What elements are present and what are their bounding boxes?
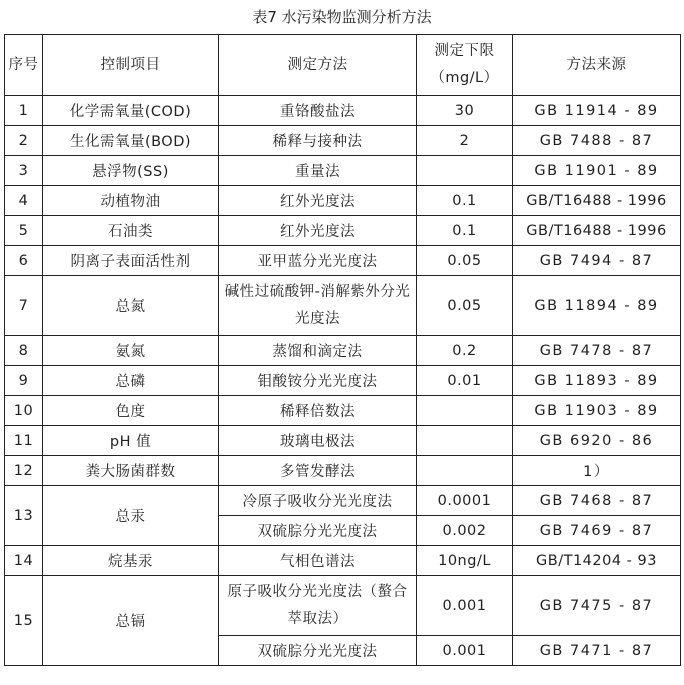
cell-item: pH 值 (43, 426, 219, 456)
cell-method: 重铬酸盐法 (219, 96, 417, 126)
cell-item: 悬浮物(SS) (43, 156, 219, 186)
table-row (5, 336, 681, 366)
cell-method: 钼酸铵分光光度法 (219, 366, 417, 396)
cell-item: 总氮 (43, 276, 219, 336)
header-limit-line1: 测定下限 (434, 43, 495, 59)
header-source: 方法来源 (513, 35, 681, 96)
cell-limit: 0.0001 (417, 486, 513, 516)
cell-source: GB 7478 - 87 (513, 336, 681, 366)
cell-item: 总磷 (43, 366, 219, 396)
cell-limit (417, 456, 513, 486)
table-row (5, 96, 681, 126)
cell-limit (417, 156, 513, 186)
cell-method: 稀释倍数法 (219, 396, 417, 426)
cell-no: 6 (5, 246, 43, 276)
cell-no: 8 (5, 336, 43, 366)
header-no: 序号 (5, 35, 43, 96)
cell-limit: 10ng/L (417, 546, 513, 576)
cell-limit: 0.2 (417, 336, 513, 366)
cell-item: 烷基汞 (43, 546, 219, 576)
cell-limit: 0.001 (417, 576, 513, 636)
cell-method: 多管发酵法 (219, 456, 417, 486)
cell-source: GB/T14204 - 93 (513, 546, 681, 576)
cell-limit: 0.002 (417, 516, 513, 546)
cell-limit: 0.01 (417, 366, 513, 396)
cell-item: 动植物油 (43, 186, 219, 216)
cell-no: 7 (5, 276, 43, 336)
cell-item: 化学需氧量(COD) (43, 96, 219, 126)
cell-limit: 0.05 (417, 246, 513, 276)
cell-no: 3 (5, 156, 43, 186)
table-row (5, 456, 681, 486)
cell-method: 玻璃电极法 (219, 426, 417, 456)
cell-item: 生化需氧量(BOD) (43, 126, 219, 156)
cell-source: 1） (513, 456, 681, 486)
cell-source: GB 7488 - 87 (513, 126, 681, 156)
cell-method: 蒸馏和滴定法 (219, 336, 417, 366)
table-row (5, 486, 681, 516)
cell-method: 亚甲蓝分光光度法 (219, 246, 417, 276)
cell-method: 双硫腙分光光度法 (219, 516, 417, 546)
cell-limit: 2 (417, 126, 513, 156)
cell-method: 气相色谱法 (219, 546, 417, 576)
cell-no: 4 (5, 186, 43, 216)
cell-limit (417, 396, 513, 426)
cell-source: GB 11914 - 89 (513, 96, 681, 126)
cell-no: 11 (5, 426, 43, 456)
cell-source: GB 7469 - 87 (513, 516, 681, 546)
cell-source: GB 7475 - 87 (513, 576, 681, 636)
table-row (5, 576, 681, 636)
cell-method: 红外光度法 (219, 186, 417, 216)
header-limit (417, 35, 513, 96)
cell-limit: 0.1 (417, 186, 513, 216)
cell-limit: 0.001 (417, 636, 513, 666)
monitoring-methods-table (4, 34, 681, 666)
cell-source: GB 11894 - 89 (513, 276, 681, 336)
cell-item: 总镉 (43, 576, 219, 666)
cell-item: 氨氮 (43, 336, 219, 366)
table-row (5, 156, 681, 186)
cell-no: 2 (5, 126, 43, 156)
cell-method: 红外光度法 (219, 216, 417, 246)
header-row (5, 35, 681, 96)
cell-method: 冷原子吸收分光光度法 (219, 486, 417, 516)
cell-no: 9 (5, 366, 43, 396)
cell-no: 15 (5, 576, 43, 666)
table-caption: 表7 水污染物监测分析方法 (252, 8, 432, 26)
cell-source: GB 7471 - 87 (513, 636, 681, 666)
header-limit-line2: （mg/L） (430, 70, 499, 86)
table-row (5, 126, 681, 156)
cell-limit: 0.05 (417, 276, 513, 336)
table-row (5, 276, 681, 336)
cell-no: 5 (5, 216, 43, 246)
table-row (5, 366, 681, 396)
cell-item: 阴离子表面活性剂 (43, 246, 219, 276)
cell-source: GB 11903 - 89 (513, 396, 681, 426)
cell-source: GB/T16488 - 1996 (513, 186, 681, 216)
cell-source: GB 11893 - 89 (513, 366, 681, 396)
cell-no: 1 (5, 96, 43, 126)
cell-method: 原子吸收分光光度法（螯合萃取法） (219, 576, 417, 636)
cell-no: 14 (5, 546, 43, 576)
table-row (5, 396, 681, 426)
cell-method: 双硫腙分光光度法 (219, 636, 417, 666)
table-row (5, 216, 681, 246)
header-item: 控制项目 (43, 35, 219, 96)
cell-limit (417, 426, 513, 456)
cell-no: 13 (5, 486, 43, 546)
cell-item: 粪大肠菌群数 (43, 456, 219, 486)
cell-limit: 0.1 (417, 216, 513, 246)
cell-source: GB/T16488 - 1996 (513, 216, 681, 246)
cell-item: 总汞 (43, 486, 219, 546)
cell-no: 12 (5, 456, 43, 486)
cell-source: GB 11901 - 89 (513, 156, 681, 186)
table-row (5, 186, 681, 216)
cell-source: GB 7494 - 87 (513, 246, 681, 276)
cell-item: 色度 (43, 396, 219, 426)
cell-limit: 30 (417, 96, 513, 126)
cell-no: 10 (5, 396, 43, 426)
table-row (5, 426, 681, 456)
header-method: 测定方法 (219, 35, 417, 96)
cell-method: 碱性过硫酸钾-消解紫外分光光度法 (219, 276, 417, 336)
table-row (5, 246, 681, 276)
cell-source: GB 7468 - 87 (513, 486, 681, 516)
cell-method: 稀释与接种法 (219, 126, 417, 156)
cell-source: GB 6920 - 86 (513, 426, 681, 456)
cell-method: 重量法 (219, 156, 417, 186)
cell-item: 石油类 (43, 216, 219, 246)
table-row (5, 546, 681, 576)
